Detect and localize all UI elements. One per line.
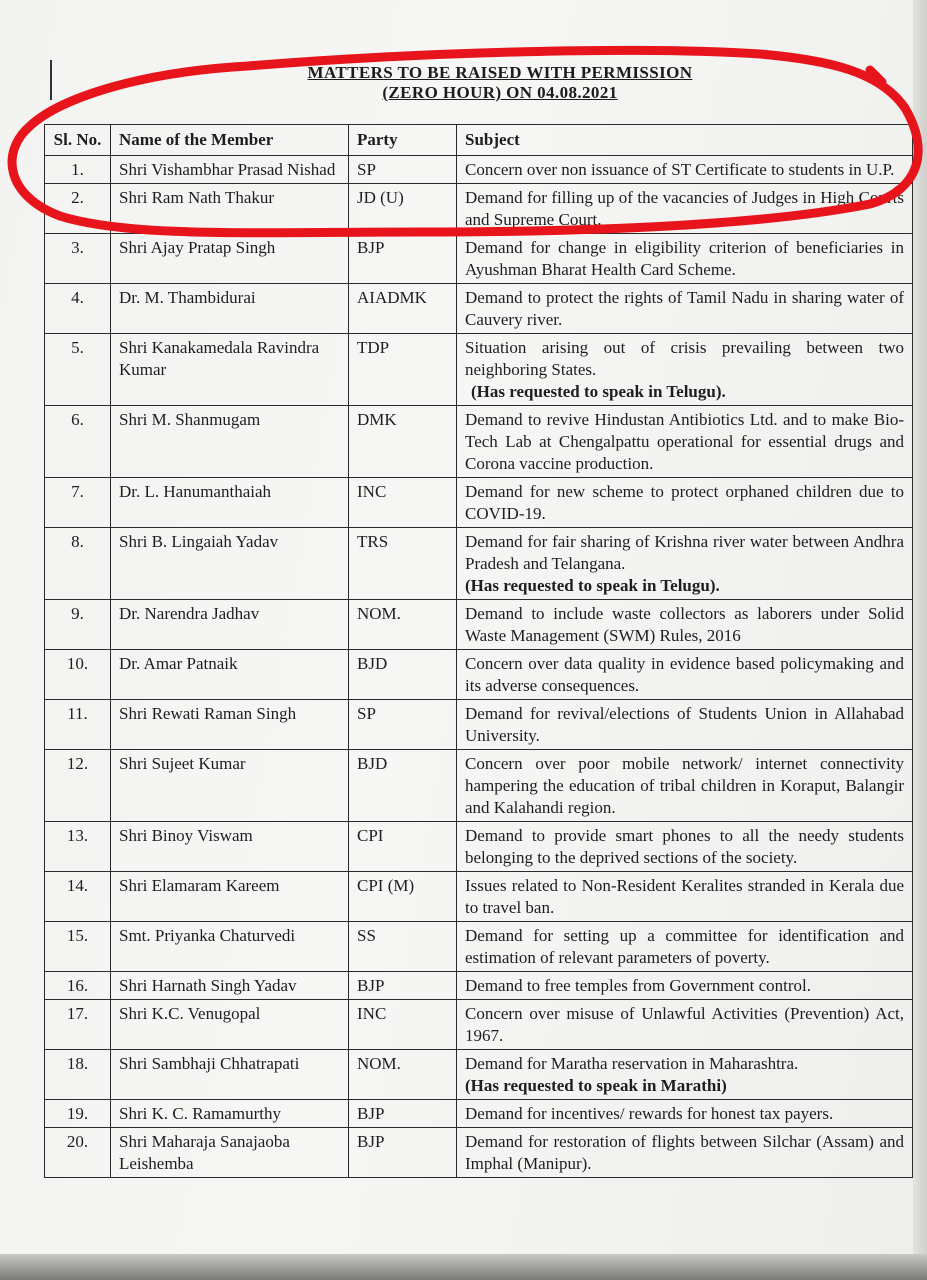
row-party: NOM. (349, 600, 457, 650)
row-subject (457, 700, 913, 750)
row-subject (457, 1050, 913, 1100)
header-member-name: Name of the Member (111, 125, 349, 156)
row-subject (457, 650, 913, 700)
row-subject (457, 334, 913, 406)
row-sl-no: 5. (45, 334, 111, 406)
row-sl-no: 17. (45, 1000, 111, 1050)
row-subject (457, 600, 913, 650)
table-row (45, 478, 913, 528)
row-subject-text: Demand for incentives/ rewards for honest tax payers. (465, 1104, 834, 1123)
row-subject-text: Concern over misuse of Unlawful Activities (Prevention) Act, 1967. (465, 1004, 904, 1045)
table-row (45, 334, 913, 406)
table-row (45, 972, 913, 1000)
row-party: BJP (349, 1100, 457, 1128)
page-edge-shadow (913, 0, 927, 1280)
row-subject-text: Concern over poor mobile network/ internet connectivity hampering the education of tribal children in Koraput, Balangir and Kalahandi region. (465, 754, 904, 817)
row-sl-no: 20. (45, 1128, 111, 1178)
row-subject (457, 922, 913, 972)
table-row (45, 872, 913, 922)
row-party: DMK (349, 406, 457, 478)
row-subject (457, 528, 913, 600)
row-member-name: Shri Harnath Singh Yadav (111, 972, 349, 1000)
row-language-note: (Has requested to speak in Telugu). (471, 382, 726, 401)
row-subject (457, 1128, 913, 1178)
row-member-name: Dr. Narendra Jadhav (111, 600, 349, 650)
row-party: CPI (M) (349, 872, 457, 922)
row-member-name: Shri M. Shanmugam (111, 406, 349, 478)
title-line-2: (ZERO HOUR) ON 04.08.2021 (382, 83, 618, 102)
row-subject (457, 872, 913, 922)
row-party: CPI (349, 822, 457, 872)
matters-table (44, 124, 913, 1178)
row-sl-no: 8. (45, 528, 111, 600)
row-member-name: Shri B. Lingaiah Yadav (111, 528, 349, 600)
row-sl-no: 16. (45, 972, 111, 1000)
row-member-name: Shri Sujeet Kumar (111, 750, 349, 822)
row-sl-no: 11. (45, 700, 111, 750)
row-subject-text: Concern over non issuance of ST Certificate to students in U.P. (465, 160, 895, 179)
row-sl-no: 7. (45, 478, 111, 528)
table-row (45, 922, 913, 972)
table-row (45, 406, 913, 478)
row-subject (457, 284, 913, 334)
row-party: BJP (349, 972, 457, 1000)
row-member-name: Shri Binoy Viswam (111, 822, 349, 872)
table-row (45, 822, 913, 872)
row-subject-text: Issues related to Non-Resident Keralites stranded in Kerala due to travel ban. (465, 876, 904, 917)
table-row (45, 156, 913, 184)
row-subject (457, 184, 913, 234)
row-subject-text: Demand for fair sharing of Krishna river water between Andhra Pradesh and Telangana. (465, 532, 904, 573)
row-member-name: Shri Rewati Raman Singh (111, 700, 349, 750)
row-subject-text: Demand to free temples from Government control. (465, 976, 812, 995)
margin-mark (50, 60, 52, 100)
row-member-name: Shri Vishambhar Prasad Nishad (111, 156, 349, 184)
row-subject-text: Demand for Maratha reservation in Maharashtra. (465, 1054, 799, 1073)
row-subject (457, 822, 913, 872)
row-subject-text: Demand for filling up of the vacancies of Judges in High Courts and Supreme Court. (465, 188, 904, 229)
table-row (45, 234, 913, 284)
row-subject (457, 1000, 913, 1050)
table-row (45, 700, 913, 750)
row-member-name: Dr. Amar Patnaik (111, 650, 349, 700)
row-sl-no: 12. (45, 750, 111, 822)
table-row (45, 1100, 913, 1128)
row-subject (457, 750, 913, 822)
row-member-name: Shri Elamaram Kareem (111, 872, 349, 922)
table-row (45, 284, 913, 334)
row-member-name: Shri Maharaja Sanajaoba Leishemba (111, 1128, 349, 1178)
row-sl-no: 19. (45, 1100, 111, 1128)
row-party: AIADMK (349, 284, 457, 334)
row-subject-text: Demand for new scheme to protect orphaned children due to COVID-19. (465, 482, 904, 523)
row-member-name: Shri K.C. Venugopal (111, 1000, 349, 1050)
row-subject-text: Demand to protect the rights of Tamil Nadu in sharing water of Cauvery river. (465, 288, 904, 329)
row-member-name: Shri K. C. Ramamurthy (111, 1100, 349, 1128)
row-sl-no: 14. (45, 872, 111, 922)
row-sl-no: 9. (45, 600, 111, 650)
row-sl-no: 10. (45, 650, 111, 700)
row-sl-no: 1. (45, 156, 111, 184)
row-party: SP (349, 156, 457, 184)
row-party: INC (349, 478, 457, 528)
row-member-name: Shri Kanakamedala Ravindra Kumar (111, 334, 349, 406)
row-party: SS (349, 922, 457, 972)
row-language-note: (Has requested to speak in Marathi) (465, 1076, 727, 1095)
document-title (230, 63, 770, 103)
row-member-name: Dr. M. Thambidurai (111, 284, 349, 334)
table-row (45, 750, 913, 822)
row-subject (457, 478, 913, 528)
row-party: NOM. (349, 1050, 457, 1100)
row-member-name: Shri Ram Nath Thakur (111, 184, 349, 234)
table-header-row (45, 125, 913, 156)
row-member-name: Shri Sambhaji Chhatrapati (111, 1050, 349, 1100)
row-subject-text: Demand for setting up a committee for identification and estimation of relevant parameters of poverty. (465, 926, 904, 967)
header-party: Party (349, 125, 457, 156)
row-party: TDP (349, 334, 457, 406)
row-party: BJD (349, 750, 457, 822)
row-subject-text: Demand to provide smart phones to all the needy students belonging to the deprived sections of the society. (465, 826, 904, 867)
table-row (45, 1000, 913, 1050)
row-subject-text: Situation arising out of crisis prevailing between two neighboring States. (465, 338, 904, 379)
row-party: BJP (349, 1128, 457, 1178)
header-sl-no: Sl. No. (45, 125, 111, 156)
row-member-name: Dr. L. Hanumanthaiah (111, 478, 349, 528)
row-party: SP (349, 700, 457, 750)
row-sl-no: 15. (45, 922, 111, 972)
title-line-1: MATTERS TO BE RAISED WITH PERMISSION (307, 63, 693, 82)
row-member-name: Smt. Priyanka Chaturvedi (111, 922, 349, 972)
row-party: BJP (349, 234, 457, 284)
table-row (45, 184, 913, 234)
row-party: INC (349, 1000, 457, 1050)
row-sl-no: 3. (45, 234, 111, 284)
row-subject-text: Demand for change in eligibility criterion of beneficiaries in Ayushman Bharat Health Card Scheme. (465, 238, 904, 279)
row-subject-text: Demand to include waste collectors as laborers under Solid Waste Management (SWM) Rules, 2016 (465, 604, 904, 645)
row-sl-no: 13. (45, 822, 111, 872)
row-subject-text: Concern over data quality in evidence based policymaking and its adverse consequences. (465, 654, 904, 695)
row-party: BJD (349, 650, 457, 700)
row-subject (457, 406, 913, 478)
row-party: TRS (349, 528, 457, 600)
row-sl-no: 2. (45, 184, 111, 234)
page-bottom-shadow (0, 1254, 927, 1280)
row-sl-no: 4. (45, 284, 111, 334)
row-member-name: Shri Ajay Pratap Singh (111, 234, 349, 284)
table-body (45, 156, 913, 1178)
table-row (45, 528, 913, 600)
table-row (45, 600, 913, 650)
row-sl-no: 18. (45, 1050, 111, 1100)
row-subject-text: Demand for revival/elections of Students Union in Allahabad University. (465, 704, 904, 745)
row-sl-no: 6. (45, 406, 111, 478)
row-subject-text: Demand to revive Hindustan Antibiotics Ltd. and to make Bio-Tech Lab at Chengalpattu operational for essential drugs and Corona vaccine production. (465, 410, 904, 473)
row-subject (457, 156, 913, 184)
row-language-note: (Has requested to speak in Telugu). (465, 576, 720, 595)
row-subject (457, 234, 913, 284)
row-subject (457, 1100, 913, 1128)
row-subject (457, 972, 913, 1000)
header-subject: Subject (457, 125, 913, 156)
table-row (45, 1128, 913, 1178)
row-subject-text: Demand for restoration of flights between Silchar (Assam) and Imphal (Manipur). (465, 1132, 904, 1173)
table-row (45, 650, 913, 700)
table-row (45, 1050, 913, 1100)
row-party: JD (U) (349, 184, 457, 234)
